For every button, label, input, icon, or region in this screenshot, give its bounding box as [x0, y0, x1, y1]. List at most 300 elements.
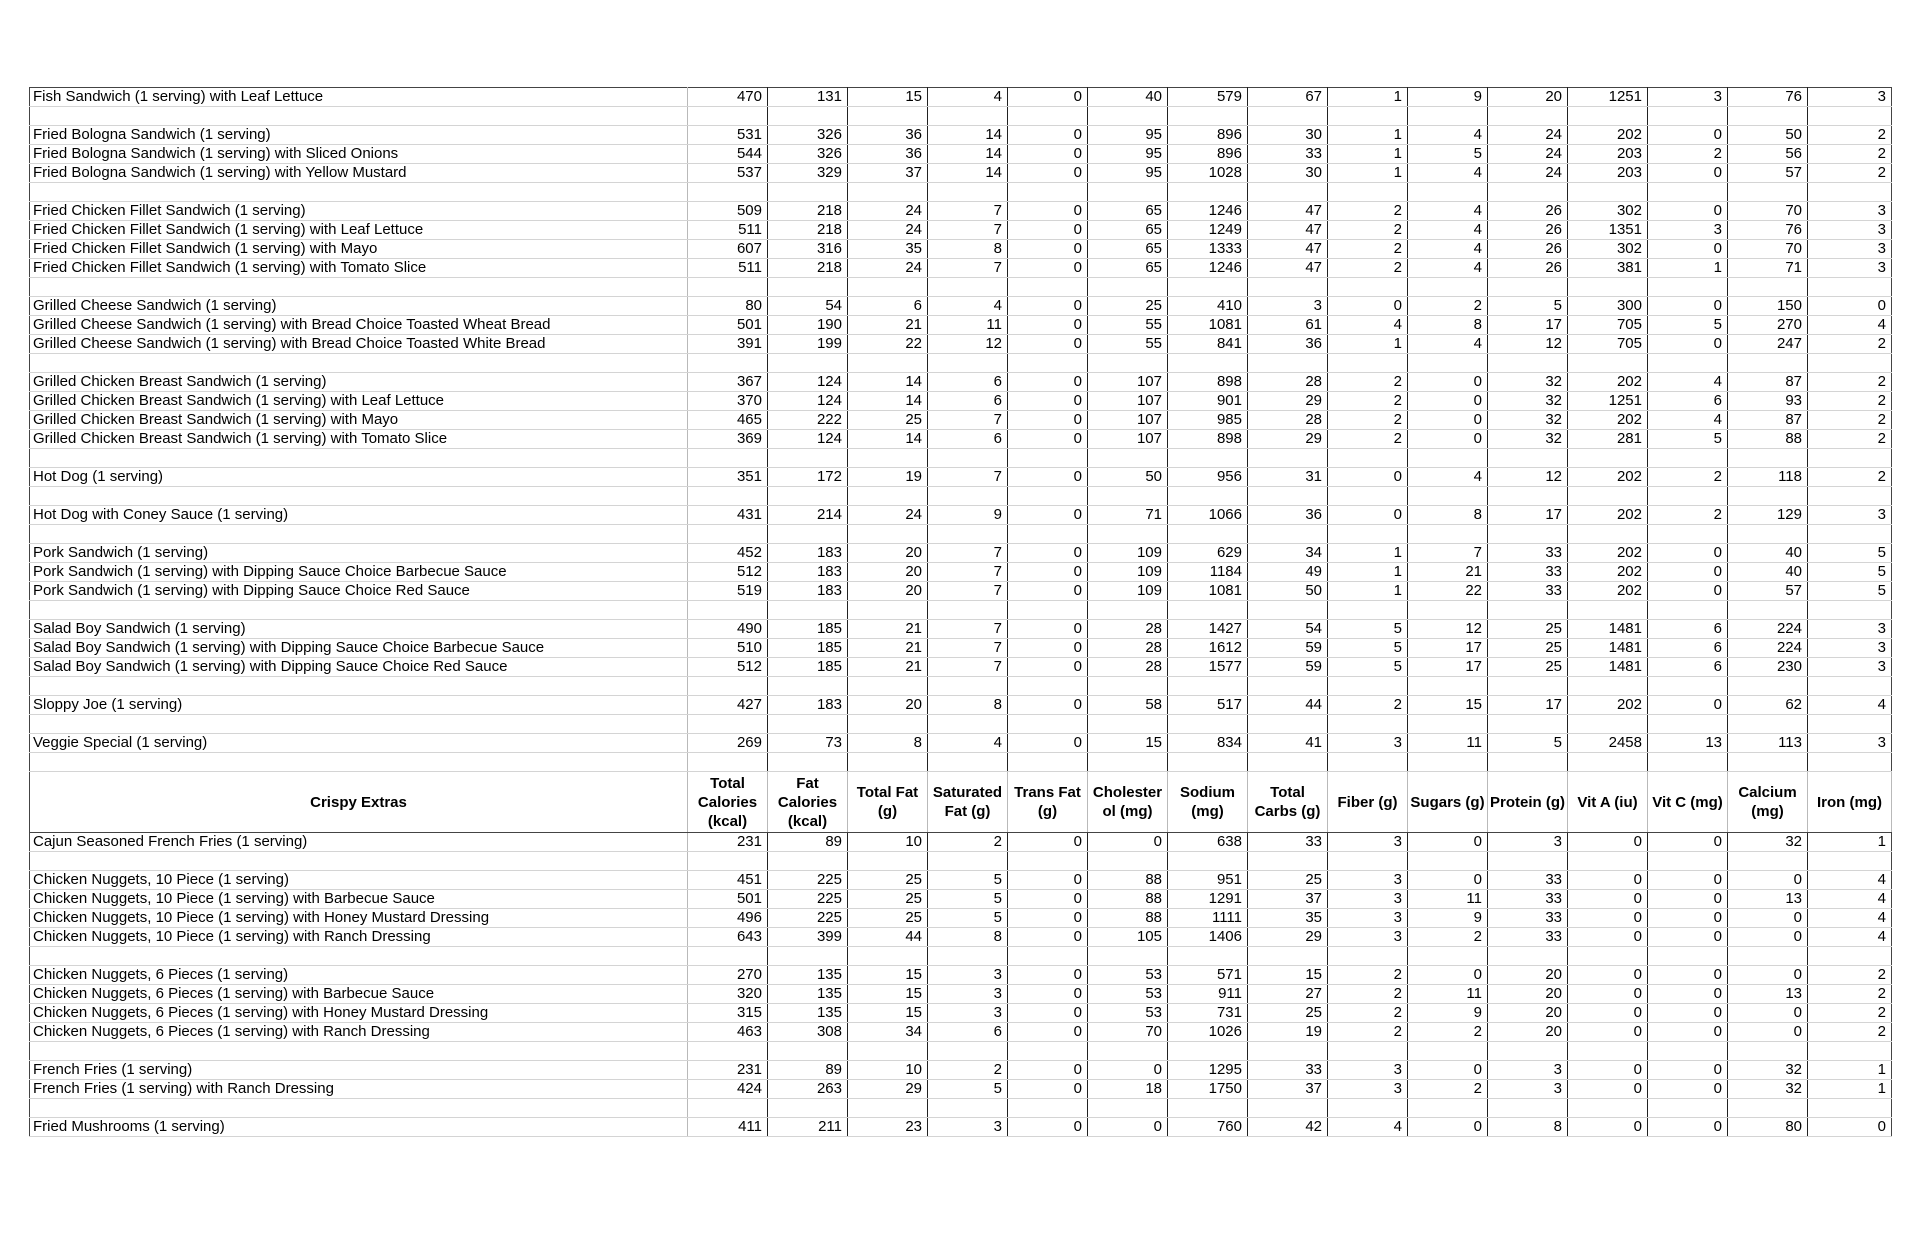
cell-fiber-g: 2 — [1328, 392, 1408, 411]
blank-cell — [1488, 487, 1568, 506]
blank-cell — [1568, 715, 1648, 734]
cell-protein-g: 24 — [1488, 164, 1568, 183]
cell-vit-c-mg: 3 — [1648, 221, 1728, 240]
cell-total-calories-kcal: 269 — [688, 734, 768, 753]
cell-cholesterol-mg: 40 — [1088, 88, 1168, 107]
cell-calcium-mg: 270 — [1728, 316, 1808, 335]
blank-cell — [848, 852, 928, 871]
blank-cell — [1808, 487, 1892, 506]
cell-vit-c-mg: 0 — [1648, 1004, 1728, 1023]
blank-cell — [848, 183, 928, 202]
cell-protein-g: 5 — [1488, 297, 1568, 316]
cell-fiber-g: 3 — [1328, 1061, 1408, 1080]
blank-cell — [848, 715, 928, 734]
cell-trans-fat-g: 0 — [1008, 411, 1088, 430]
cell-trans-fat-g: 0 — [1008, 639, 1088, 658]
blank-cell — [1088, 852, 1168, 871]
cell-fiber-g: 4 — [1328, 1118, 1408, 1137]
cell-iron-mg: 3 — [1808, 734, 1892, 753]
cell-vit-c-mg: 0 — [1648, 1118, 1728, 1137]
cell-sugars-g: 11 — [1408, 734, 1488, 753]
cell-iron-mg: 3 — [1808, 620, 1892, 639]
cell-vit-c-mg: 6 — [1648, 392, 1728, 411]
cell-calcium-mg: 93 — [1728, 392, 1808, 411]
column-header-calcium-mg: Calcium (mg) — [1728, 772, 1808, 833]
cell-vit-a-iu: 1481 — [1568, 658, 1648, 677]
cell-total-calories-kcal: 315 — [688, 1004, 768, 1023]
blank-cell — [768, 1099, 848, 1118]
cell-iron-mg: 4 — [1808, 928, 1892, 947]
cell-cholesterol-mg: 18 — [1088, 1080, 1168, 1099]
cell-total-fat-g: 20 — [848, 582, 928, 601]
table-row — [30, 468, 1892, 487]
blank-cell — [1088, 947, 1168, 966]
item-name: Grilled Cheese Sandwich (1 serving) — [30, 297, 688, 316]
cell-total-carbs-g: 47 — [1248, 240, 1328, 259]
cell-iron-mg: 2 — [1808, 164, 1892, 183]
blank-cell — [688, 677, 768, 696]
cell-total-fat-g: 15 — [848, 1004, 928, 1023]
table-row — [30, 221, 1892, 240]
cell-total-fat-g: 29 — [848, 1080, 928, 1099]
cell-calcium-mg: 13 — [1728, 890, 1808, 909]
cell-total-fat-g: 20 — [848, 696, 928, 715]
cell-calcium-mg: 57 — [1728, 582, 1808, 601]
cell-total-calories-kcal: 351 — [688, 468, 768, 487]
cell-iron-mg: 2 — [1808, 468, 1892, 487]
cell-vit-c-mg: 1 — [1648, 259, 1728, 278]
cell-fat-calories-kcal: 214 — [768, 506, 848, 525]
cell-vit-c-mg: 0 — [1648, 833, 1728, 852]
cell-vit-a-iu: 0 — [1568, 1061, 1648, 1080]
blank-cell — [30, 947, 688, 966]
cell-sodium-mg: 1427 — [1168, 620, 1248, 639]
cell-fat-calories-kcal: 135 — [768, 1004, 848, 1023]
blank-row — [30, 601, 1892, 620]
cell-protein-g: 20 — [1488, 1023, 1568, 1042]
cell-fiber-g: 3 — [1328, 890, 1408, 909]
blank-cell — [1328, 487, 1408, 506]
blank-cell — [1808, 1042, 1892, 1061]
cell-protein-g: 20 — [1488, 88, 1568, 107]
cell-saturated-fat-g: 3 — [928, 1004, 1008, 1023]
cell-vit-c-mg: 0 — [1648, 126, 1728, 145]
blank-cell — [1168, 715, 1248, 734]
cell-sodium-mg: 911 — [1168, 985, 1248, 1004]
item-name: Fried Chicken Fillet Sandwich (1 serving) — [30, 202, 688, 221]
blank-cell — [1728, 947, 1808, 966]
cell-total-fat-g: 34 — [848, 1023, 928, 1042]
cell-iron-mg: 1 — [1808, 1080, 1892, 1099]
blank-cell — [1808, 449, 1892, 468]
cell-total-carbs-g: 49 — [1248, 563, 1328, 582]
blank-cell — [1088, 677, 1168, 696]
blank-cell — [1488, 852, 1568, 871]
table-row — [30, 88, 1892, 107]
cell-total-calories-kcal: 544 — [688, 145, 768, 164]
cell-cholesterol-mg: 15 — [1088, 734, 1168, 753]
cell-fiber-g: 2 — [1328, 966, 1408, 985]
cell-calcium-mg: 40 — [1728, 563, 1808, 582]
cell-total-fat-g: 8 — [848, 734, 928, 753]
blank-cell — [1328, 449, 1408, 468]
cell-iron-mg: 2 — [1808, 985, 1892, 1004]
blank-cell — [1568, 183, 1648, 202]
cell-total-carbs-g: 37 — [1248, 890, 1328, 909]
cell-cholesterol-mg: 55 — [1088, 335, 1168, 354]
cell-cholesterol-mg: 65 — [1088, 221, 1168, 240]
blank-cell — [848, 947, 928, 966]
blank-cell — [1328, 354, 1408, 373]
blank-cell — [1408, 1042, 1488, 1061]
blank-cell — [1808, 601, 1892, 620]
cell-protein-g: 5 — [1488, 734, 1568, 753]
cell-total-carbs-g: 47 — [1248, 259, 1328, 278]
cell-sugars-g: 2 — [1408, 1080, 1488, 1099]
blank-cell — [768, 947, 848, 966]
cell-total-fat-g: 35 — [848, 240, 928, 259]
cell-saturated-fat-g: 2 — [928, 1061, 1008, 1080]
cell-calcium-mg: 40 — [1728, 544, 1808, 563]
cell-fat-calories-kcal: 73 — [768, 734, 848, 753]
cell-fiber-g: 2 — [1328, 1004, 1408, 1023]
cell-calcium-mg: 0 — [1728, 928, 1808, 947]
column-header-cholesterol-mg: Cholester ol (mg) — [1088, 772, 1168, 833]
cell-total-fat-g: 15 — [848, 985, 928, 1004]
cell-saturated-fat-g: 9 — [928, 506, 1008, 525]
cell-iron-mg: 3 — [1808, 202, 1892, 221]
cell-cholesterol-mg: 28 — [1088, 620, 1168, 639]
blank-cell — [928, 947, 1008, 966]
blank-cell — [1088, 715, 1168, 734]
cell-calcium-mg: 230 — [1728, 658, 1808, 677]
blank-cell — [1328, 677, 1408, 696]
blank-cell — [848, 449, 928, 468]
blank-cell — [1248, 677, 1328, 696]
blank-cell — [1168, 183, 1248, 202]
cell-sodium-mg: 985 — [1168, 411, 1248, 430]
column-header-total-calories-kcal: Total Calories (kcal) — [688, 772, 768, 833]
blank-cell — [768, 1042, 848, 1061]
cell-sodium-mg: 410 — [1168, 297, 1248, 316]
cell-total-fat-g: 20 — [848, 563, 928, 582]
cell-total-carbs-g: 29 — [1248, 928, 1328, 947]
cell-iron-mg: 2 — [1808, 335, 1892, 354]
cell-cholesterol-mg: 0 — [1088, 833, 1168, 852]
cell-vit-a-iu: 1251 — [1568, 88, 1648, 107]
cell-fiber-g: 2 — [1328, 202, 1408, 221]
cell-sodium-mg: 898 — [1168, 373, 1248, 392]
cell-sugars-g: 9 — [1408, 1004, 1488, 1023]
cell-total-carbs-g: 50 — [1248, 582, 1328, 601]
cell-total-fat-g: 21 — [848, 620, 928, 639]
cell-cholesterol-mg: 71 — [1088, 506, 1168, 525]
cell-total-carbs-g: 35 — [1248, 909, 1328, 928]
blank-cell — [848, 677, 928, 696]
blank-cell — [928, 354, 1008, 373]
blank-cell — [1088, 107, 1168, 126]
cell-total-carbs-g: 37 — [1248, 1080, 1328, 1099]
cell-total-fat-g: 6 — [848, 297, 928, 316]
blank-cell — [30, 525, 688, 544]
cell-fiber-g: 5 — [1328, 658, 1408, 677]
cell-saturated-fat-g: 14 — [928, 126, 1008, 145]
cell-total-calories-kcal: 490 — [688, 620, 768, 639]
blank-cell — [688, 183, 768, 202]
cell-protein-g: 25 — [1488, 658, 1568, 677]
cell-total-calories-kcal: 512 — [688, 658, 768, 677]
cell-fat-calories-kcal: 399 — [768, 928, 848, 947]
cell-sugars-g: 0 — [1408, 373, 1488, 392]
cell-calcium-mg: 87 — [1728, 373, 1808, 392]
blank-cell — [1728, 183, 1808, 202]
cell-saturated-fat-g: 7 — [928, 411, 1008, 430]
cell-fat-calories-kcal: 326 — [768, 126, 848, 145]
cell-total-fat-g: 21 — [848, 658, 928, 677]
cell-total-carbs-g: 25 — [1248, 1004, 1328, 1023]
cell-sugars-g: 0 — [1408, 833, 1488, 852]
cell-vit-a-iu: 0 — [1568, 871, 1648, 890]
blank-cell — [1088, 183, 1168, 202]
blank-cell — [1008, 354, 1088, 373]
cell-iron-mg: 1 — [1808, 1061, 1892, 1080]
item-name: Fried Bologna Sandwich (1 serving) — [30, 126, 688, 145]
cell-sodium-mg: 1612 — [1168, 639, 1248, 658]
cell-saturated-fat-g: 11 — [928, 316, 1008, 335]
cell-fiber-g: 1 — [1328, 88, 1408, 107]
cell-saturated-fat-g: 2 — [928, 833, 1008, 852]
table-row — [30, 202, 1892, 221]
cell-total-calories-kcal: 80 — [688, 297, 768, 316]
cell-cholesterol-mg: 65 — [1088, 259, 1168, 278]
blank-cell — [768, 677, 848, 696]
cell-sodium-mg: 1184 — [1168, 563, 1248, 582]
cell-total-fat-g: 25 — [848, 909, 928, 928]
cell-saturated-fat-g: 6 — [928, 373, 1008, 392]
cell-trans-fat-g: 0 — [1008, 373, 1088, 392]
section-title: Crispy Extras — [30, 772, 688, 833]
cell-cholesterol-mg: 70 — [1088, 1023, 1168, 1042]
blank-cell — [1648, 947, 1728, 966]
cell-sodium-mg: 1246 — [1168, 202, 1248, 221]
cell-total-carbs-g: 28 — [1248, 411, 1328, 430]
cell-fiber-g: 1 — [1328, 582, 1408, 601]
item-name: Chicken Nuggets, 10 Piece (1 serving) — [30, 871, 688, 890]
cell-vit-a-iu: 381 — [1568, 259, 1648, 278]
cell-fat-calories-kcal: 263 — [768, 1080, 848, 1099]
table-row — [30, 890, 1892, 909]
cell-iron-mg: 0 — [1808, 297, 1892, 316]
cell-sugars-g: 21 — [1408, 563, 1488, 582]
blank-cell — [1408, 715, 1488, 734]
blank-cell — [1168, 753, 1248, 772]
cell-total-fat-g: 44 — [848, 928, 928, 947]
blank-row — [30, 487, 1892, 506]
cell-vit-a-iu: 202 — [1568, 411, 1648, 430]
cell-saturated-fat-g: 14 — [928, 164, 1008, 183]
item-name: Salad Boy Sandwich (1 serving) — [30, 620, 688, 639]
cell-fat-calories-kcal: 54 — [768, 297, 848, 316]
cell-vit-a-iu: 1481 — [1568, 639, 1648, 658]
blank-cell — [30, 183, 688, 202]
cell-fat-calories-kcal: 222 — [768, 411, 848, 430]
cell-trans-fat-g: 0 — [1008, 928, 1088, 947]
cell-sodium-mg: 834 — [1168, 734, 1248, 753]
blank-cell — [688, 278, 768, 297]
blank-cell — [1408, 601, 1488, 620]
cell-fiber-g: 2 — [1328, 373, 1408, 392]
blank-cell — [1808, 753, 1892, 772]
cell-iron-mg: 3 — [1808, 221, 1892, 240]
cell-total-fat-g: 36 — [848, 145, 928, 164]
cell-sugars-g: 0 — [1408, 1118, 1488, 1137]
cell-vit-c-mg: 0 — [1648, 240, 1728, 259]
cell-sugars-g: 15 — [1408, 696, 1488, 715]
blank-cell — [1248, 183, 1328, 202]
blank-cell — [1328, 601, 1408, 620]
blank-cell — [848, 487, 928, 506]
cell-saturated-fat-g: 4 — [928, 734, 1008, 753]
cell-fiber-g: 2 — [1328, 430, 1408, 449]
cell-total-calories-kcal: 531 — [688, 126, 768, 145]
blank-cell — [768, 753, 848, 772]
column-header-sodium-mg: Sodium (mg) — [1168, 772, 1248, 833]
cell-vit-a-iu: 202 — [1568, 582, 1648, 601]
blank-cell — [768, 354, 848, 373]
blank-cell — [1488, 1042, 1568, 1061]
item-name: Grilled Chicken Breast Sandwich (1 serving) with Mayo — [30, 411, 688, 430]
blank-cell — [768, 449, 848, 468]
cell-sodium-mg: 896 — [1168, 145, 1248, 164]
blank-cell — [1328, 715, 1408, 734]
blank-cell — [1488, 753, 1568, 772]
cell-total-calories-kcal: 496 — [688, 909, 768, 928]
cell-total-fat-g: 24 — [848, 202, 928, 221]
cell-total-fat-g: 15 — [848, 88, 928, 107]
cell-vit-a-iu: 202 — [1568, 373, 1648, 392]
blank-cell — [1488, 715, 1568, 734]
cell-total-carbs-g: 33 — [1248, 145, 1328, 164]
blank-cell — [1408, 107, 1488, 126]
cell-fat-calories-kcal: 183 — [768, 563, 848, 582]
cell-protein-g: 33 — [1488, 582, 1568, 601]
cell-total-fat-g: 10 — [848, 833, 928, 852]
table-row — [30, 430, 1892, 449]
cell-total-fat-g: 25 — [848, 411, 928, 430]
table-row — [30, 985, 1892, 1004]
blank-cell — [1728, 715, 1808, 734]
blank-cell — [1168, 449, 1248, 468]
item-name: Salad Boy Sandwich (1 serving) with Dipping Sauce Choice Barbecue Sauce — [30, 639, 688, 658]
cell-total-carbs-g: 59 — [1248, 658, 1328, 677]
cell-sodium-mg: 1577 — [1168, 658, 1248, 677]
blank-row — [30, 852, 1892, 871]
cell-protein-g: 33 — [1488, 890, 1568, 909]
column-header-vit-c-mg: Vit C (mg) — [1648, 772, 1728, 833]
cell-total-fat-g: 21 — [848, 316, 928, 335]
cell-fiber-g: 0 — [1328, 468, 1408, 487]
blank-cell — [30, 753, 688, 772]
blank-cell — [1808, 525, 1892, 544]
blank-cell — [928, 715, 1008, 734]
cell-vit-a-iu: 202 — [1568, 506, 1648, 525]
cell-total-fat-g: 14 — [848, 373, 928, 392]
cell-vit-a-iu: 0 — [1568, 1080, 1648, 1099]
blank-cell — [928, 183, 1008, 202]
column-header-vit-a-iu: Vit A (iu) — [1568, 772, 1648, 833]
blank-cell — [1168, 278, 1248, 297]
cell-sugars-g: 17 — [1408, 658, 1488, 677]
cell-sugars-g: 4 — [1408, 259, 1488, 278]
blank-cell — [768, 852, 848, 871]
table-row — [30, 658, 1892, 677]
blank-cell — [1568, 487, 1648, 506]
cell-calcium-mg: 224 — [1728, 620, 1808, 639]
cell-fiber-g: 1 — [1328, 544, 1408, 563]
cell-total-carbs-g: 19 — [1248, 1023, 1328, 1042]
cell-fiber-g: 3 — [1328, 871, 1408, 890]
blank-cell — [1008, 715, 1088, 734]
blank-cell — [848, 525, 928, 544]
cell-protein-g: 24 — [1488, 145, 1568, 164]
cell-cholesterol-mg: 109 — [1088, 563, 1168, 582]
cell-trans-fat-g: 0 — [1008, 1118, 1088, 1137]
cell-calcium-mg: 118 — [1728, 468, 1808, 487]
cell-fat-calories-kcal: 225 — [768, 890, 848, 909]
blank-cell — [30, 852, 688, 871]
item-name: Veggie Special (1 serving) — [30, 734, 688, 753]
item-name: Chicken Nuggets, 10 Piece (1 serving) with Honey Mustard Dressing — [30, 909, 688, 928]
cell-protein-g: 17 — [1488, 316, 1568, 335]
cell-vit-a-iu: 0 — [1568, 1023, 1648, 1042]
cell-total-carbs-g: 36 — [1248, 335, 1328, 354]
cell-sugars-g: 0 — [1408, 411, 1488, 430]
blank-cell — [1328, 947, 1408, 966]
cell-total-calories-kcal: 411 — [688, 1118, 768, 1137]
blank-cell — [1648, 601, 1728, 620]
table-row — [30, 544, 1892, 563]
cell-total-carbs-g: 29 — [1248, 430, 1328, 449]
table-row — [30, 240, 1892, 259]
cell-sugars-g: 9 — [1408, 909, 1488, 928]
cell-protein-g: 25 — [1488, 620, 1568, 639]
blank-cell — [1728, 1042, 1808, 1061]
item-name: Salad Boy Sandwich (1 serving) with Dipping Sauce Choice Red Sauce — [30, 658, 688, 677]
cell-fat-calories-kcal: 316 — [768, 240, 848, 259]
cell-protein-g: 17 — [1488, 506, 1568, 525]
cell-saturated-fat-g: 3 — [928, 985, 1008, 1004]
cell-fiber-g: 0 — [1328, 506, 1408, 525]
cell-protein-g: 33 — [1488, 544, 1568, 563]
cell-calcium-mg: 57 — [1728, 164, 1808, 183]
cell-fat-calories-kcal: 211 — [768, 1118, 848, 1137]
blank-cell — [928, 107, 1008, 126]
item-name: Cajun Seasoned French Fries (1 serving) — [30, 833, 688, 852]
blank-cell — [1008, 278, 1088, 297]
cell-total-calories-kcal: 391 — [688, 335, 768, 354]
cell-trans-fat-g: 0 — [1008, 145, 1088, 164]
cell-vit-c-mg: 0 — [1648, 985, 1728, 1004]
table-row — [30, 1061, 1892, 1080]
item-name: Grilled Chicken Breast Sandwich (1 serving) — [30, 373, 688, 392]
cell-protein-g: 20 — [1488, 1004, 1568, 1023]
blank-cell — [1248, 278, 1328, 297]
cell-calcium-mg: 87 — [1728, 411, 1808, 430]
cell-trans-fat-g: 0 — [1008, 430, 1088, 449]
blank-cell — [848, 278, 928, 297]
cell-trans-fat-g: 0 — [1008, 88, 1088, 107]
cell-saturated-fat-g: 5 — [928, 909, 1008, 928]
